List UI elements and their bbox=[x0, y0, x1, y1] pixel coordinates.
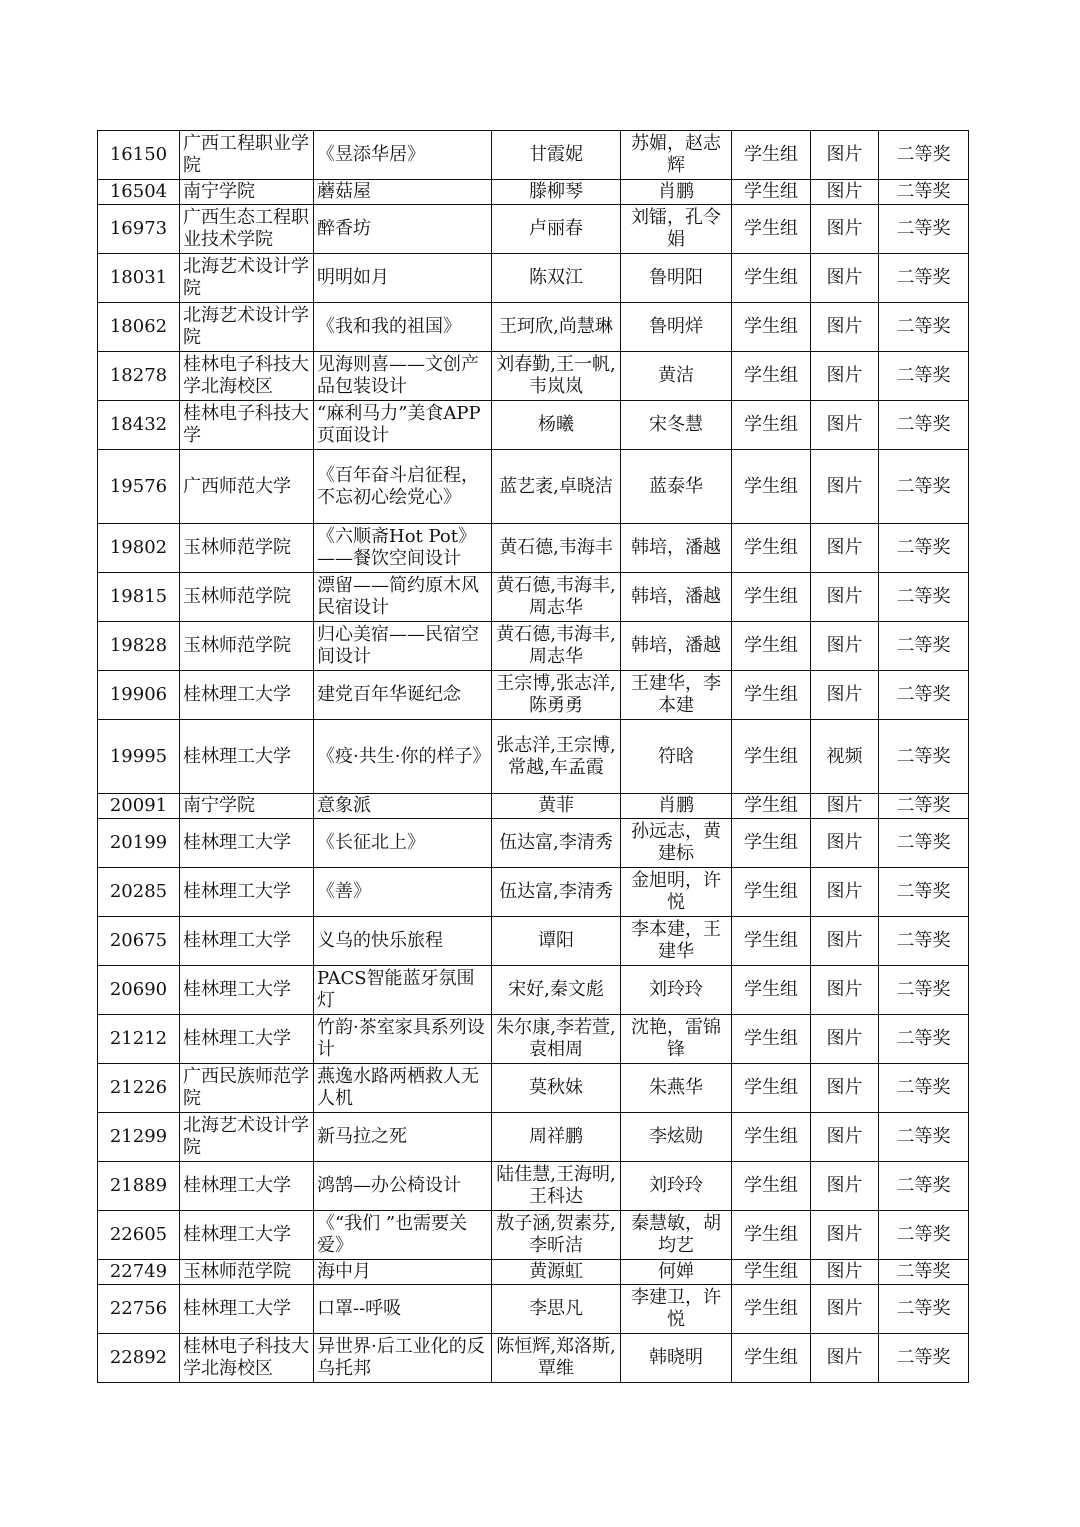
work-type: 图片 bbox=[811, 352, 879, 401]
record-id: 21889 bbox=[98, 1162, 180, 1211]
prize-level: 二等奖 bbox=[879, 1285, 969, 1334]
school-name: 广西生态工程职业技术学院 bbox=[180, 205, 314, 254]
student-names: 黄菲 bbox=[492, 794, 621, 819]
school-name: 广西师范大学 bbox=[180, 450, 314, 524]
teacher-names: 李本建，王建华 bbox=[621, 917, 732, 966]
school-name: 玉林师范学院 bbox=[180, 622, 314, 671]
group-category: 学生组 bbox=[732, 254, 811, 303]
work-type: 图片 bbox=[811, 450, 879, 524]
student-names: 伍达富,李清秀 bbox=[492, 868, 621, 917]
group-category: 学生组 bbox=[732, 671, 811, 720]
record-id: 19576 bbox=[98, 450, 180, 524]
work-type: 图片 bbox=[811, 1334, 879, 1383]
prize-level: 二等奖 bbox=[879, 450, 969, 524]
record-id: 22892 bbox=[98, 1334, 180, 1383]
work-type: 图片 bbox=[811, 671, 879, 720]
work-title: 《长征北上》 bbox=[314, 819, 492, 868]
teacher-names: 朱燕华 bbox=[621, 1064, 732, 1113]
work-type: 图片 bbox=[811, 1064, 879, 1113]
work-title: 《百年奋斗启征程，不忘初心绘党心》 bbox=[314, 450, 492, 524]
work-type: 图片 bbox=[811, 205, 879, 254]
table-row bbox=[98, 794, 969, 819]
school-name: 桂林电子科技大学北海校区 bbox=[180, 1334, 314, 1383]
student-names: 陆佳慧,王海明,王科达 bbox=[492, 1162, 621, 1211]
record-id: 18432 bbox=[98, 401, 180, 450]
teacher-names: 刘玲玲 bbox=[621, 1162, 732, 1211]
group-category: 学生组 bbox=[732, 622, 811, 671]
table-row bbox=[98, 671, 969, 720]
table-row bbox=[98, 1285, 969, 1334]
school-name: 桂林理工大学 bbox=[180, 819, 314, 868]
teacher-names: 苏媚，赵志辉 bbox=[621, 131, 732, 180]
table-row bbox=[98, 868, 969, 917]
student-names: 朱尔康,李若萱,袁相周 bbox=[492, 1015, 621, 1064]
school-name: 桂林电子科技大学北海校区 bbox=[180, 352, 314, 401]
work-type: 图片 bbox=[811, 868, 879, 917]
group-category: 学生组 bbox=[732, 1260, 811, 1285]
table-row bbox=[98, 1064, 969, 1113]
record-id: 20690 bbox=[98, 966, 180, 1015]
teacher-names: 韩晓明 bbox=[621, 1334, 732, 1383]
student-names: 陈恒辉,郑洛斯,覃维 bbox=[492, 1334, 621, 1383]
work-title: 《我和我的祖国》 bbox=[314, 303, 492, 352]
record-id: 22756 bbox=[98, 1285, 180, 1334]
teacher-names: 秦慧敏，胡均艺 bbox=[621, 1211, 732, 1260]
school-name: 桂林理工大学 bbox=[180, 1015, 314, 1064]
school-name: 桂林理工大学 bbox=[180, 720, 314, 794]
prize-level: 二等奖 bbox=[879, 180, 969, 205]
work-title: 新马拉之死 bbox=[314, 1113, 492, 1162]
teacher-names: 韩培，潘越 bbox=[621, 524, 732, 573]
group-category: 学生组 bbox=[732, 1211, 811, 1260]
table-row bbox=[98, 303, 969, 352]
prize-level: 二等奖 bbox=[879, 671, 969, 720]
group-category: 学生组 bbox=[732, 1334, 811, 1383]
prize-level: 二等奖 bbox=[879, 622, 969, 671]
group-category: 学生组 bbox=[732, 917, 811, 966]
student-names: 黄石德,韦海丰,周志华 bbox=[492, 573, 621, 622]
school-name: 桂林理工大学 bbox=[180, 671, 314, 720]
teacher-names: 宋冬慧 bbox=[621, 401, 732, 450]
group-category: 学生组 bbox=[732, 205, 811, 254]
school-name: 桂林理工大学 bbox=[180, 966, 314, 1015]
teacher-names: 沈艳，雷锦锋 bbox=[621, 1015, 732, 1064]
school-name: 广西工程职业学院 bbox=[180, 131, 314, 180]
teacher-names: 王建华，李本建 bbox=[621, 671, 732, 720]
student-names: 莫秋妹 bbox=[492, 1064, 621, 1113]
group-category: 学生组 bbox=[732, 352, 811, 401]
work-title: 《“我们 ”也需要关爱》 bbox=[314, 1211, 492, 1260]
prize-level: 二等奖 bbox=[879, 819, 969, 868]
school-name: 北海艺术设计学院 bbox=[180, 303, 314, 352]
work-title: 漂留——简约原木风民宿设计 bbox=[314, 573, 492, 622]
prize-level: 二等奖 bbox=[879, 1162, 969, 1211]
student-names: 刘春勤,王一帆,韦岚岚 bbox=[492, 352, 621, 401]
teacher-names: 李建卫，许悦 bbox=[621, 1285, 732, 1334]
work-title: 口罩--呼吸 bbox=[314, 1285, 492, 1334]
work-title: 竹韵·茶室家具系列设计 bbox=[314, 1015, 492, 1064]
student-names: 张志洋,王宗博,常越,车孟霞 bbox=[492, 720, 621, 794]
work-title: 蘑菇屋 bbox=[314, 180, 492, 205]
school-name: 玉林师范学院 bbox=[180, 524, 314, 573]
record-id: 18031 bbox=[98, 254, 180, 303]
group-category: 学生组 bbox=[732, 1162, 811, 1211]
work-type: 图片 bbox=[811, 524, 879, 573]
record-id: 16504 bbox=[98, 180, 180, 205]
awards-table bbox=[97, 130, 969, 1383]
record-id: 20285 bbox=[98, 868, 180, 917]
school-name: 玉林师范学院 bbox=[180, 1260, 314, 1285]
table-row bbox=[98, 966, 969, 1015]
school-name: 桂林理工大学 bbox=[180, 1162, 314, 1211]
prize-level: 二等奖 bbox=[879, 573, 969, 622]
table-row bbox=[98, 917, 969, 966]
prize-level: 二等奖 bbox=[879, 1334, 969, 1383]
student-names: 王珂欣,尚慧琳 bbox=[492, 303, 621, 352]
work-type: 图片 bbox=[811, 303, 879, 352]
student-names: 陈双江 bbox=[492, 254, 621, 303]
work-type: 图片 bbox=[811, 254, 879, 303]
prize-level: 二等奖 bbox=[879, 1113, 969, 1162]
record-id: 19802 bbox=[98, 524, 180, 573]
work-type: 图片 bbox=[811, 1162, 879, 1211]
teacher-names: 符晗 bbox=[621, 720, 732, 794]
student-names: 卢丽春 bbox=[492, 205, 621, 254]
school-name: 南宁学院 bbox=[180, 794, 314, 819]
work-title: 异世界·后工业化的反乌托邦 bbox=[314, 1334, 492, 1383]
work-title: 醉香坊 bbox=[314, 205, 492, 254]
prize-level: 二等奖 bbox=[879, 868, 969, 917]
prize-level: 二等奖 bbox=[879, 720, 969, 794]
student-names: 杨曦 bbox=[492, 401, 621, 450]
teacher-names: 韩培，潘越 bbox=[621, 622, 732, 671]
group-category: 学生组 bbox=[732, 1015, 811, 1064]
work-title: 鸿鹄—办公椅设计 bbox=[314, 1162, 492, 1211]
student-names: 敖子涵,贺素芬,李昕洁 bbox=[492, 1211, 621, 1260]
table-row bbox=[98, 573, 969, 622]
school-name: 北海艺术设计学院 bbox=[180, 254, 314, 303]
table-row bbox=[98, 254, 969, 303]
group-category: 学生组 bbox=[732, 819, 811, 868]
work-type: 图片 bbox=[811, 401, 879, 450]
group-category: 学生组 bbox=[732, 1285, 811, 1334]
work-type: 图片 bbox=[811, 573, 879, 622]
work-title: 《六顺斋Hot Pot》——餐饮空间设计 bbox=[314, 524, 492, 573]
school-name: 桂林理工大学 bbox=[180, 1285, 314, 1334]
student-names: 谭阳 bbox=[492, 917, 621, 966]
student-names: 王宗博,张志洋,陈勇勇 bbox=[492, 671, 621, 720]
work-type: 图片 bbox=[811, 819, 879, 868]
table-row bbox=[98, 180, 969, 205]
work-title: 明明如月 bbox=[314, 254, 492, 303]
prize-level: 二等奖 bbox=[879, 917, 969, 966]
table-row bbox=[98, 1113, 969, 1162]
teacher-names: 黄洁 bbox=[621, 352, 732, 401]
school-name: 玉林师范学院 bbox=[180, 573, 314, 622]
prize-level: 二等奖 bbox=[879, 401, 969, 450]
work-type: 图片 bbox=[811, 622, 879, 671]
table-row bbox=[98, 131, 969, 180]
group-category: 学生组 bbox=[732, 401, 811, 450]
table-row bbox=[98, 1211, 969, 1260]
prize-level: 二等奖 bbox=[879, 1015, 969, 1064]
work-title: 见海则喜——文创产品包装设计 bbox=[314, 352, 492, 401]
work-type: 图片 bbox=[811, 794, 879, 819]
student-names: 滕柳琴 bbox=[492, 180, 621, 205]
record-id: 20199 bbox=[98, 819, 180, 868]
student-names: 甘霞妮 bbox=[492, 131, 621, 180]
teacher-names: 李炫勋 bbox=[621, 1113, 732, 1162]
work-title: 《善》 bbox=[314, 868, 492, 917]
record-id: 19828 bbox=[98, 622, 180, 671]
work-title: 《疫·共生·你的样子》 bbox=[314, 720, 492, 794]
work-title: 燕逸水路两栖救人无人机 bbox=[314, 1064, 492, 1113]
school-name: 桂林理工大学 bbox=[180, 917, 314, 966]
record-id: 19906 bbox=[98, 671, 180, 720]
school-name: 南宁学院 bbox=[180, 180, 314, 205]
student-names: 李思凡 bbox=[492, 1285, 621, 1334]
work-type: 图片 bbox=[811, 1260, 879, 1285]
work-title: 归心美宿——民宿空间设计 bbox=[314, 622, 492, 671]
record-id: 20675 bbox=[98, 917, 180, 966]
student-names: 黄源虹 bbox=[492, 1260, 621, 1285]
teacher-names: 鲁明烊 bbox=[621, 303, 732, 352]
work-type: 图片 bbox=[811, 131, 879, 180]
table-row bbox=[98, 1015, 969, 1064]
record-id: 21226 bbox=[98, 1064, 180, 1113]
table-row bbox=[98, 1260, 969, 1285]
prize-level: 二等奖 bbox=[879, 303, 969, 352]
school-name: 北海艺术设计学院 bbox=[180, 1113, 314, 1162]
work-type: 图片 bbox=[811, 966, 879, 1015]
work-type: 视频 bbox=[811, 720, 879, 794]
student-names: 黄石德,韦海丰 bbox=[492, 524, 621, 573]
record-id: 19995 bbox=[98, 720, 180, 794]
group-category: 学生组 bbox=[732, 1113, 811, 1162]
teacher-names: 肖鹏 bbox=[621, 180, 732, 205]
work-title: 海中月 bbox=[314, 1260, 492, 1285]
prize-level: 二等奖 bbox=[879, 966, 969, 1015]
work-title: PACS智能蓝牙氛围灯 bbox=[314, 966, 492, 1015]
student-names: 黄石德,韦海丰,周志华 bbox=[492, 622, 621, 671]
work-type: 图片 bbox=[811, 1211, 879, 1260]
group-category: 学生组 bbox=[732, 868, 811, 917]
prize-level: 二等奖 bbox=[879, 794, 969, 819]
record-id: 22605 bbox=[98, 1211, 180, 1260]
work-title: 建党百年华诞纪念 bbox=[314, 671, 492, 720]
table-row bbox=[98, 1334, 969, 1383]
teacher-names: 刘镭，孔令娟 bbox=[621, 205, 732, 254]
record-id: 21212 bbox=[98, 1015, 180, 1064]
school-name: 桂林理工大学 bbox=[180, 868, 314, 917]
record-id: 16973 bbox=[98, 205, 180, 254]
work-title: “麻利马力”美食APP页面设计 bbox=[314, 401, 492, 450]
record-id: 20091 bbox=[98, 794, 180, 819]
prize-level: 二等奖 bbox=[879, 205, 969, 254]
table-row bbox=[98, 524, 969, 573]
work-type: 图片 bbox=[811, 1113, 879, 1162]
teacher-names: 韩培，潘越 bbox=[621, 573, 732, 622]
table-row bbox=[98, 352, 969, 401]
prize-level: 二等奖 bbox=[879, 524, 969, 573]
prize-level: 二等奖 bbox=[879, 352, 969, 401]
work-type: 图片 bbox=[811, 917, 879, 966]
prize-level: 二等奖 bbox=[879, 1260, 969, 1285]
teacher-names: 刘玲玲 bbox=[621, 966, 732, 1015]
record-id: 21299 bbox=[98, 1113, 180, 1162]
student-names: 周祥鹏 bbox=[492, 1113, 621, 1162]
table-row bbox=[98, 819, 969, 868]
work-type: 图片 bbox=[811, 1015, 879, 1064]
teacher-names: 蓝泰华 bbox=[621, 450, 732, 524]
work-title: 义乌的快乐旅程 bbox=[314, 917, 492, 966]
prize-level: 二等奖 bbox=[879, 1211, 969, 1260]
record-id: 19815 bbox=[98, 573, 180, 622]
table-row bbox=[98, 720, 969, 794]
work-title: 意象派 bbox=[314, 794, 492, 819]
record-id: 16150 bbox=[98, 131, 180, 180]
student-names: 伍达富,李清秀 bbox=[492, 819, 621, 868]
student-names: 蓝艺袤,卓晓洁 bbox=[492, 450, 621, 524]
group-category: 学生组 bbox=[732, 794, 811, 819]
work-title: 《昱添华居》 bbox=[314, 131, 492, 180]
prize-level: 二等奖 bbox=[879, 131, 969, 180]
group-category: 学生组 bbox=[732, 966, 811, 1015]
work-type: 图片 bbox=[811, 1285, 879, 1334]
record-id: 18278 bbox=[98, 352, 180, 401]
record-id: 18062 bbox=[98, 303, 180, 352]
teacher-names: 孙远志，黄建标 bbox=[621, 819, 732, 868]
prize-level: 二等奖 bbox=[879, 254, 969, 303]
group-category: 学生组 bbox=[732, 180, 811, 205]
table-row bbox=[98, 401, 969, 450]
group-category: 学生组 bbox=[732, 303, 811, 352]
teacher-names: 何婵 bbox=[621, 1260, 732, 1285]
table-row bbox=[98, 1162, 969, 1211]
group-category: 学生组 bbox=[732, 1064, 811, 1113]
student-names: 宋好,秦文彪 bbox=[492, 966, 621, 1015]
group-category: 学生组 bbox=[732, 573, 811, 622]
work-type: 图片 bbox=[811, 180, 879, 205]
school-name: 桂林电子科技大学 bbox=[180, 401, 314, 450]
record-id: 22749 bbox=[98, 1260, 180, 1285]
prize-level: 二等奖 bbox=[879, 1064, 969, 1113]
teacher-names: 鲁明阳 bbox=[621, 254, 732, 303]
table-row bbox=[98, 622, 969, 671]
teacher-names: 金旭明，许悦 bbox=[621, 868, 732, 917]
table-row bbox=[98, 450, 969, 524]
table-row bbox=[98, 205, 969, 254]
group-category: 学生组 bbox=[732, 450, 811, 524]
group-category: 学生组 bbox=[732, 720, 811, 794]
group-category: 学生组 bbox=[732, 131, 811, 180]
group-category: 学生组 bbox=[732, 524, 811, 573]
teacher-names: 肖鹏 bbox=[621, 794, 732, 819]
school-name: 广西民族师范学院 bbox=[180, 1064, 314, 1113]
school-name: 桂林理工大学 bbox=[180, 1211, 314, 1260]
